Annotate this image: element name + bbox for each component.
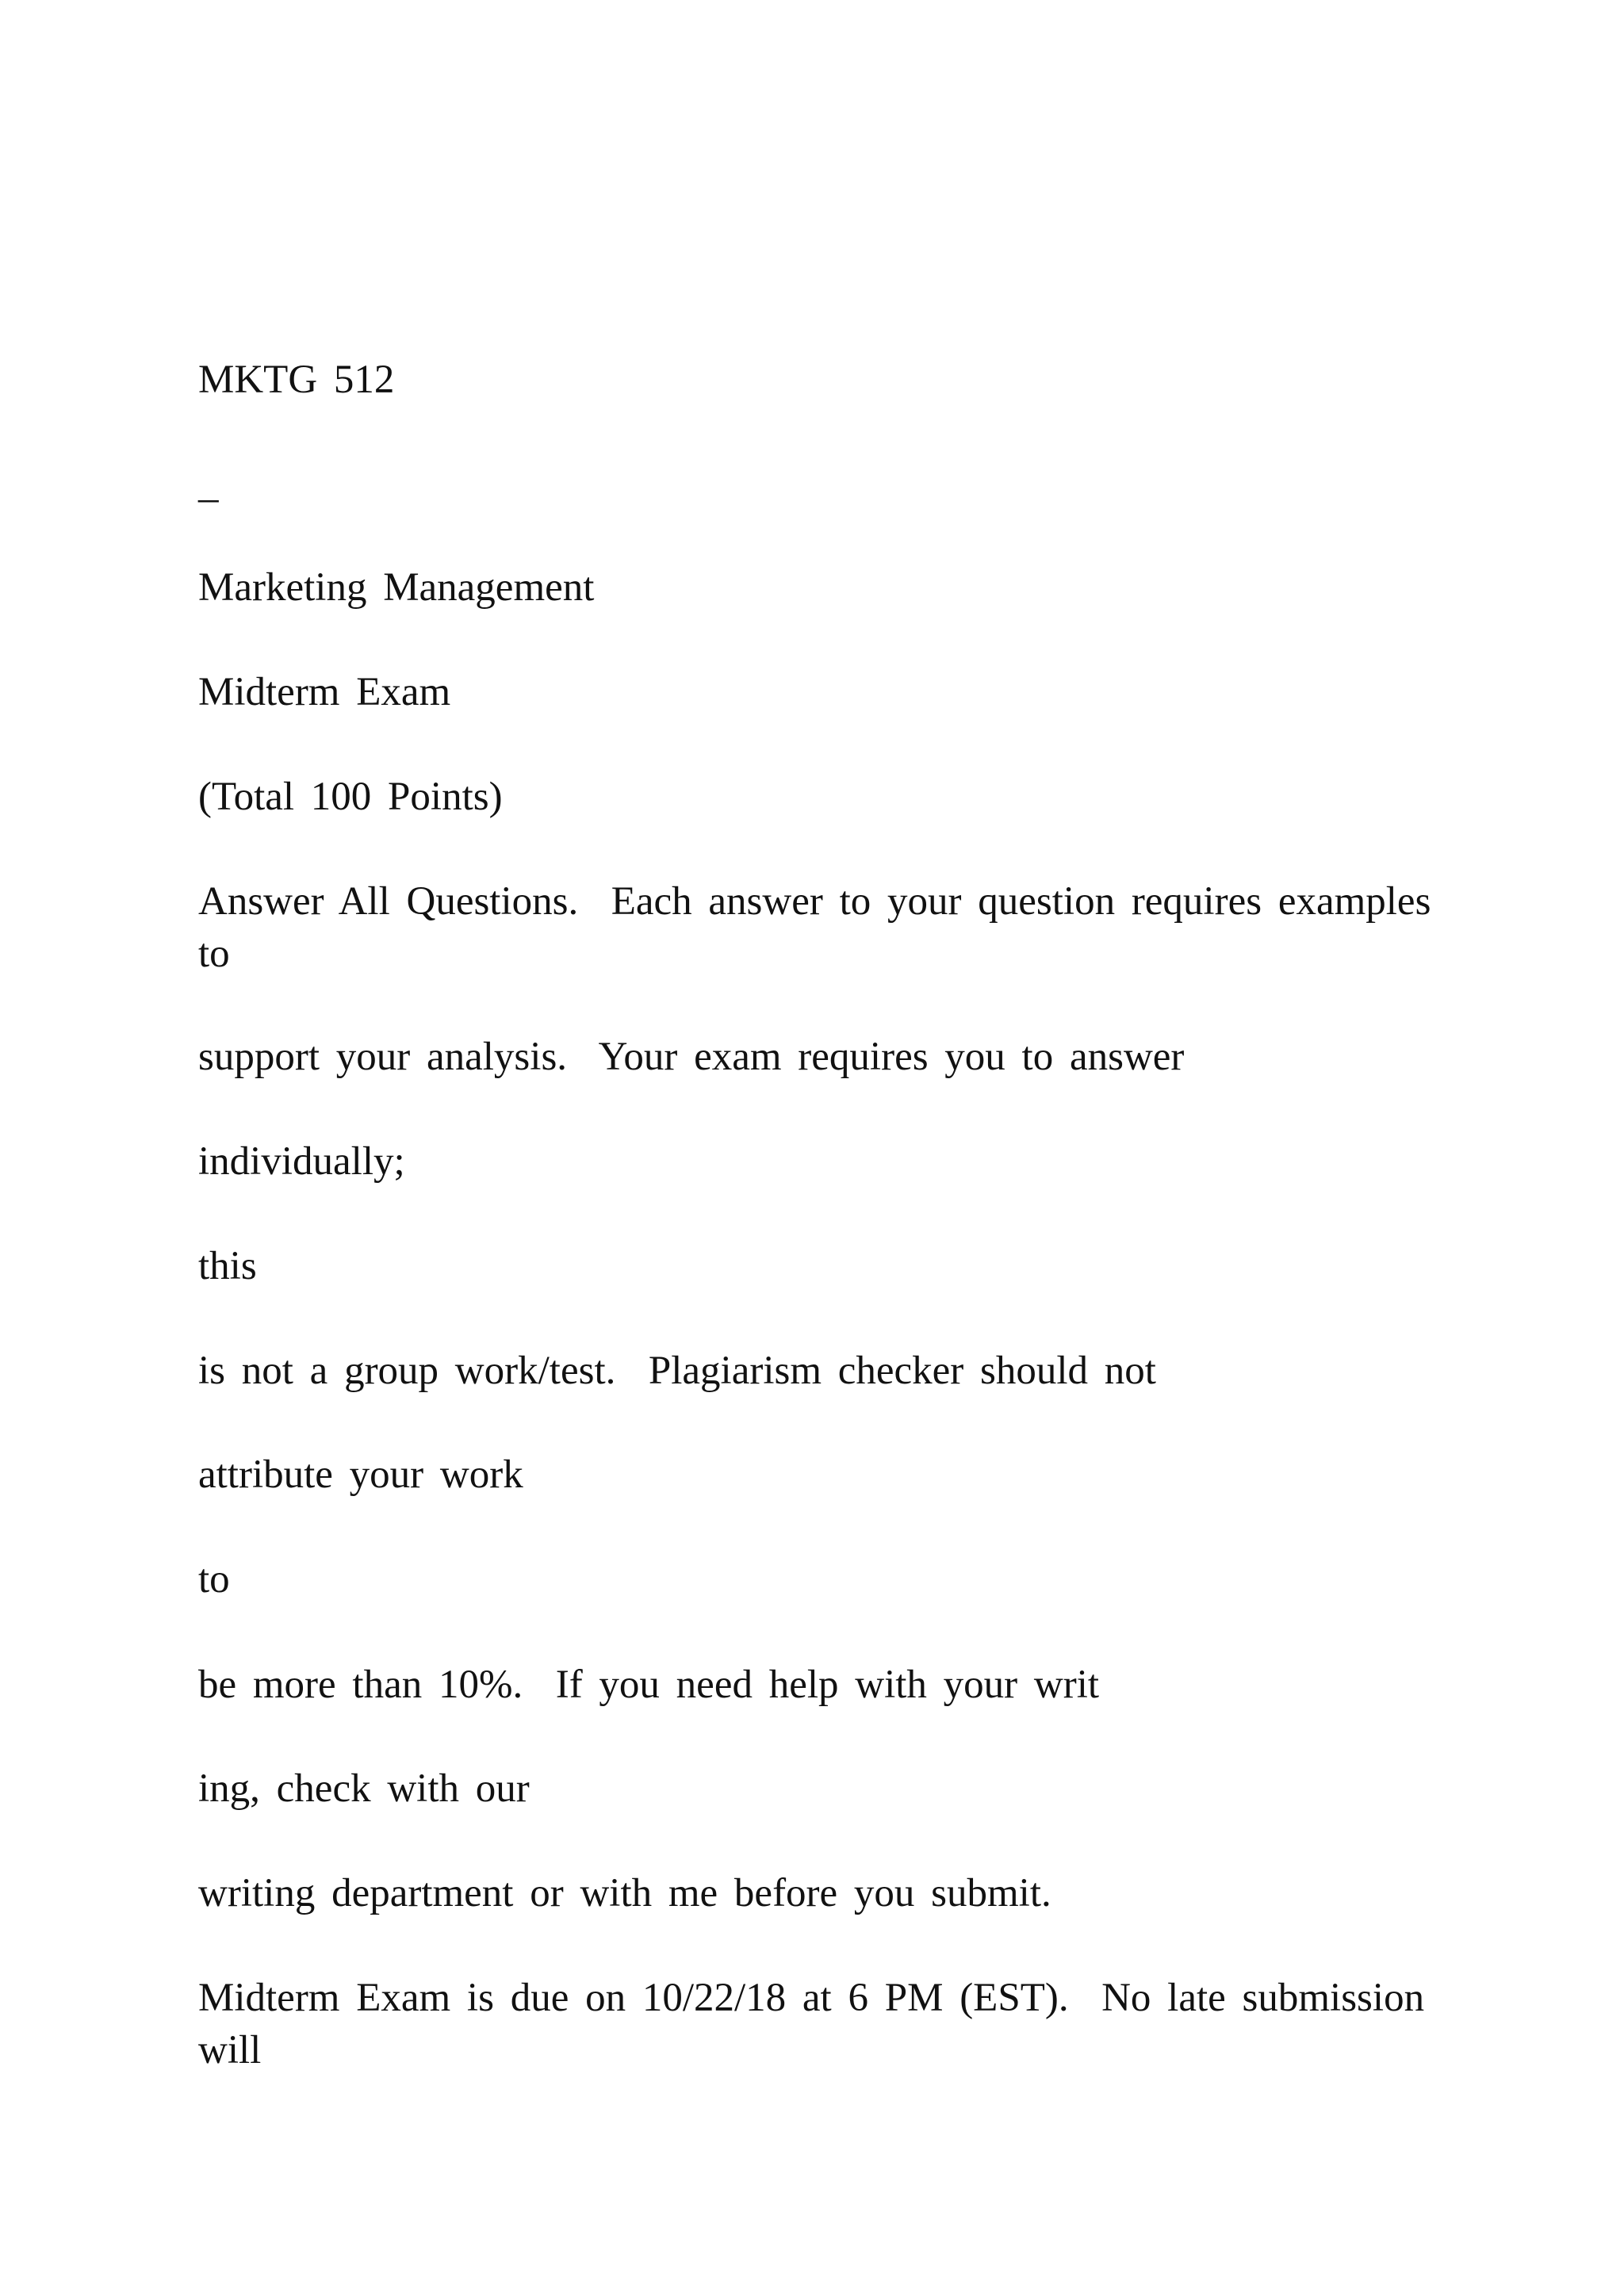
total-points: (Total 100 Points) <box>198 775 503 819</box>
exam-title: Midterm Exam <box>198 670 451 714</box>
course-code: MKTG 512 <box>198 358 395 402</box>
instructions-paragraph: be more than 10%. If you need help with your writ <box>198 1663 1100 1707</box>
instructions-paragraph: attribute your work <box>198 1452 523 1497</box>
instructions-paragraph: this <box>198 1244 257 1288</box>
instructions-paragraph: to <box>198 1557 230 1601</box>
course-title: Marketing Management <box>198 565 595 610</box>
separator-text: _ <box>198 462 219 507</box>
instructions-paragraph: support your analysis. Your exam requires you to answer <box>198 1035 1185 1079</box>
instructions-paragraph: Answer All Questions. Each answer to your question requires examples to <box>198 879 1448 976</box>
instructions-paragraph: ing, check with our <box>198 1766 530 1811</box>
due-date-paragraph: Midterm Exam is due on 10/22/18 at 6 PM (EST). No late submission will <box>198 1976 1441 2072</box>
instructions-paragraph: is not a group work/test. Plagiarism checker should not <box>198 1349 1156 1393</box>
instructions-paragraph: individually; <box>198 1139 405 1184</box>
instructions-paragraph: writing department or with me before you submit. <box>198 1871 1051 1915</box>
